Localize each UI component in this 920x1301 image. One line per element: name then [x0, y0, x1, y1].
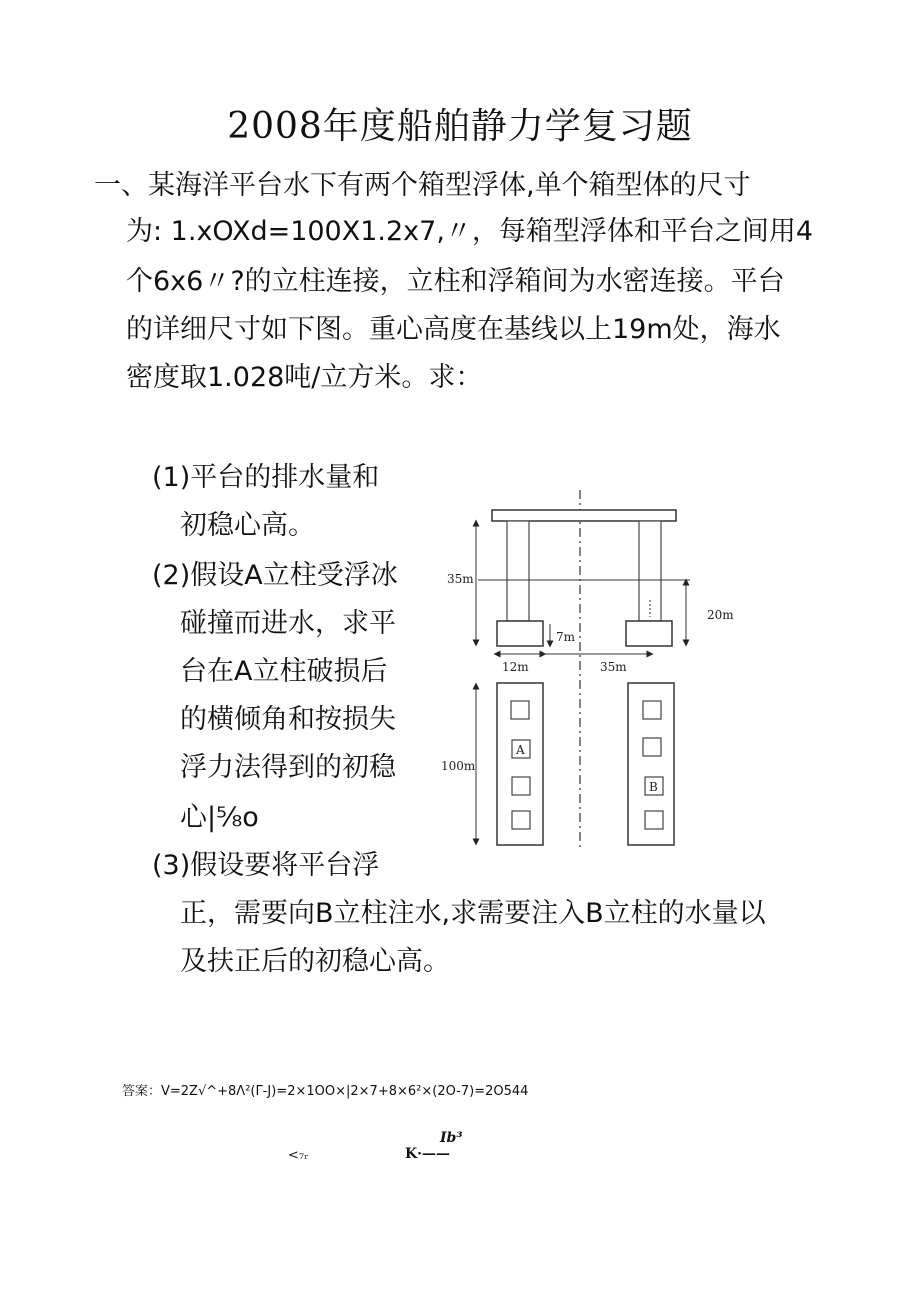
question-2-line: 的横倾角和按损失: [180, 704, 396, 735]
plan-column-right-1: [643, 701, 661, 719]
question-3-line: 及扶正后的初稳心高。: [180, 946, 450, 977]
platform-figure: [440, 488, 734, 860]
dim-100m-label: 100m: [441, 759, 476, 773]
dim-35m-bottom-label: 35m: [600, 660, 627, 674]
problem-line: 为: 1.xOXd=100X1.2x7,〃，每箱型浮体和平台之间用4: [126, 216, 814, 247]
question-1-line: (1)平台的排水量和: [152, 462, 380, 493]
question-2-line: 台在A立柱破损后: [180, 656, 388, 687]
answer-formula: 答案：V=2Z√^+8Λ²(Γ-J)=2×1OO×|2×7+8×6²×(2O-7)=2O544: [122, 1084, 529, 1099]
problem-line: 密度取1.028吨/立方米。求：: [126, 362, 483, 393]
dim-7m-label: 7m: [556, 630, 576, 644]
plan-column-left-4: [512, 811, 530, 829]
dim-12m-label: 12m: [502, 660, 529, 674]
column-a-label: A: [516, 743, 525, 757]
dim-20m-label: 20m: [707, 608, 734, 622]
question-3-line: 正，需要向B立柱注水,求需要注入B立柱的水量以: [180, 898, 766, 929]
plan-column-right-2: [643, 738, 661, 756]
question-2-line: (2)假设A立柱受浮冰: [152, 560, 398, 591]
question-2-line: 浮力法得到的初稳: [180, 752, 396, 783]
answer-fragment: Ib³: [440, 1130, 463, 1146]
problem-line: 的详细尺寸如下图。重心高度在基线以上19m处，海水: [126, 314, 781, 345]
pontoon-left: [497, 621, 543, 646]
dim-35m-label: 35m: [447, 572, 474, 586]
pontoon-right: [626, 621, 672, 646]
answer-fragment: K·——: [405, 1146, 451, 1162]
plan-column-right-4: [645, 811, 663, 829]
question-2-line: 心|⅝o: [180, 802, 259, 833]
column-left: [507, 521, 529, 621]
platform-deck: [492, 510, 676, 521]
answer-fragment: <₇ᵣ: [288, 1148, 309, 1163]
problem-line: 个6x6〃?的立柱连接，立柱和浮箱间为水密连接。平台: [126, 266, 785, 297]
column-b-label: B: [649, 780, 658, 794]
question-1-line: 初稳心高。: [180, 510, 315, 541]
plan-column-left-3: [512, 777, 530, 795]
question-3-line: (3)假设要将平台浮: [152, 850, 380, 881]
question-2-line: 碰撞而进水，求平: [180, 608, 396, 639]
plan-column-left-1: [511, 701, 529, 719]
problem-line: 一、某海洋平台水下有两个箱型浮体,单个箱型体的尺寸: [94, 170, 751, 201]
document-title: 2008年度船舶静力学复习题: [227, 106, 693, 147]
